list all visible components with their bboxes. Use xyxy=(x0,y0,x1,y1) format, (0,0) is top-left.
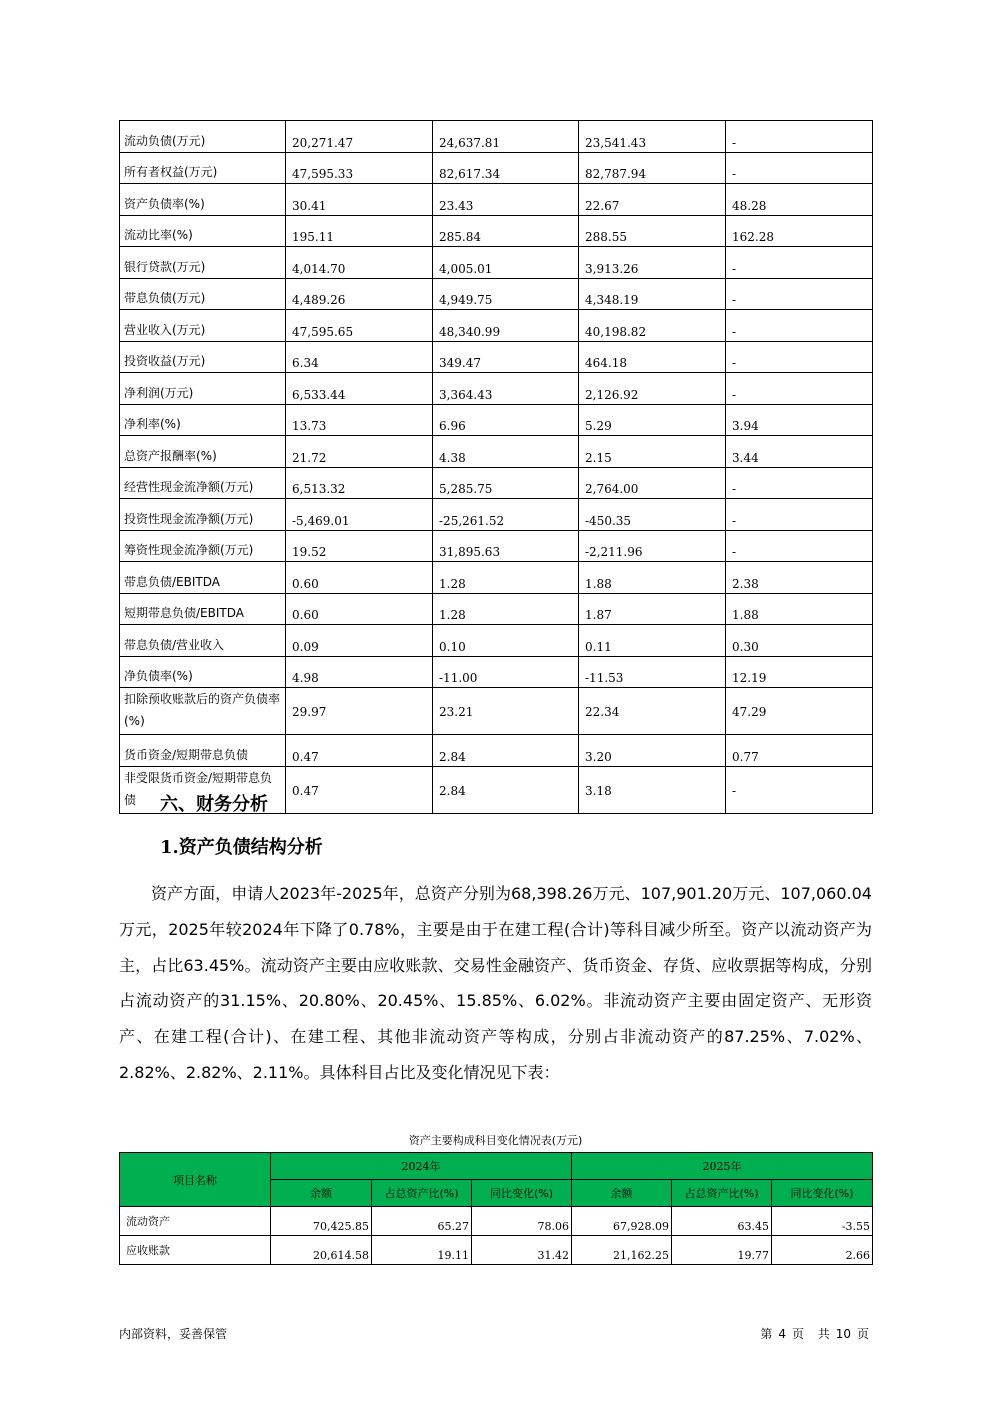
financial-ratio-table xyxy=(119,120,873,814)
cell-value: 82,787.94 xyxy=(579,152,726,184)
cell-value: 2.66 xyxy=(772,1236,873,1265)
cell-value: 78.06 xyxy=(472,1207,572,1236)
row-label: 经营性现金流净额(万元) xyxy=(120,467,286,499)
current-page: 4 xyxy=(778,1327,787,1341)
row-label: 扣除预收账款后的资产负债率(%) xyxy=(120,688,286,735)
row-label: 流动负债(万元) xyxy=(120,121,286,153)
cell-value: 0.60 xyxy=(286,593,433,625)
row-label: 所有者权益(万元) xyxy=(120,152,286,184)
table-caption: 资产主要构成科目变化情况表(万元) xyxy=(408,1134,583,1147)
cell-value: 3,364.43 xyxy=(433,373,579,405)
row-label: 投资性现金流净额(万元) xyxy=(120,499,286,531)
cell-value: -25,261.52 xyxy=(433,499,579,531)
row-label: 流动资产 xyxy=(120,1207,271,1236)
cell-value: 3.94 xyxy=(726,404,873,436)
cell-value: 4.98 xyxy=(286,656,433,688)
cell-value: 4,014.70 xyxy=(286,247,433,279)
table-row xyxy=(120,436,873,468)
cell-value: 4,949.75 xyxy=(433,278,579,310)
cell-value: 47.29 xyxy=(726,688,873,735)
row-label: 净利润(万元) xyxy=(120,373,286,405)
footer-confidential: 内部资料，妥善保管 xyxy=(119,1327,228,1341)
header-yoy: 同比变化(%) xyxy=(472,1180,572,1207)
cell-value: 0.47 xyxy=(286,735,433,767)
cell-value: 0.09 xyxy=(286,625,433,657)
cell-value: 464.18 xyxy=(579,341,726,373)
cell-value: 1.88 xyxy=(726,593,873,625)
cell-value: 82,617.34 xyxy=(433,152,579,184)
table-row xyxy=(120,1207,873,1236)
cell-value: 31.42 xyxy=(472,1236,572,1265)
cell-value: 47,595.33 xyxy=(286,152,433,184)
row-label: 货币资金/短期带息负债 xyxy=(120,735,286,767)
table-row xyxy=(120,499,873,531)
section-subheading: 1.资产负债结构分析 xyxy=(160,837,323,858)
cell-value: 0.47 xyxy=(286,766,433,813)
cell-value: 19.52 xyxy=(286,530,433,562)
cell-value: 2.84 xyxy=(433,735,579,767)
row-label: 净负债率(%) xyxy=(120,656,286,688)
cell-value: 4,348.19 xyxy=(579,278,726,310)
cell-value: -5,469.01 xyxy=(286,499,433,531)
table-row xyxy=(120,373,873,405)
cell-value: 13.73 xyxy=(286,404,433,436)
cell-value: 30.41 xyxy=(286,184,433,216)
cell-value: 19.77 xyxy=(672,1236,772,1265)
cell-value: 20,271.47 xyxy=(286,121,433,153)
cell-value: 70,425.85 xyxy=(271,1207,372,1236)
header-balance: 余额 xyxy=(271,1180,372,1207)
row-label: 总资产报酬率(%) xyxy=(120,436,286,468)
cell-value: - xyxy=(726,499,873,531)
cell-value: 4,489.26 xyxy=(286,278,433,310)
cell-value: 2.38 xyxy=(726,562,873,594)
cell-value: 0.60 xyxy=(286,562,433,594)
cell-value: 1.88 xyxy=(579,562,726,594)
cell-value: 19.11 xyxy=(372,1236,472,1265)
cell-value: 31,895.63 xyxy=(433,530,579,562)
cell-value: - xyxy=(726,310,873,342)
row-label: 流动比率(%) xyxy=(120,215,286,247)
cell-value: - xyxy=(726,278,873,310)
cell-value: 162.28 xyxy=(726,215,873,247)
cell-value: 12.19 xyxy=(726,656,873,688)
row-label: 非受限货币资金/短期带息负债 xyxy=(120,766,286,813)
cell-value: - xyxy=(726,341,873,373)
table-row xyxy=(120,562,873,594)
cell-value: 4,005.01 xyxy=(433,247,579,279)
cell-value: 5,285.75 xyxy=(433,467,579,499)
cell-value: 67,928.09 xyxy=(572,1207,672,1236)
cell-value: 0.10 xyxy=(433,625,579,657)
cell-value: -11.00 xyxy=(433,656,579,688)
table-row xyxy=(120,1236,873,1265)
cell-value: 6.96 xyxy=(433,404,579,436)
cell-value: - xyxy=(726,530,873,562)
section-heading: 六、财务分析 xyxy=(160,794,268,815)
table-row xyxy=(120,215,873,247)
cell-value: 2,126.92 xyxy=(579,373,726,405)
row-label: 带息负债/营业收入 xyxy=(120,625,286,657)
table-row xyxy=(120,530,873,562)
row-label: 带息负债(万元) xyxy=(120,278,286,310)
header-share: 占总资产比(%) xyxy=(672,1180,772,1207)
cell-value: -3.55 xyxy=(772,1207,873,1236)
table-row xyxy=(120,341,873,373)
cell-value: 21,162.25 xyxy=(572,1236,672,1265)
table-row xyxy=(120,184,873,216)
table-row xyxy=(120,688,873,735)
cell-value: -450.35 xyxy=(579,499,726,531)
table-row xyxy=(120,310,873,342)
table-row xyxy=(120,593,873,625)
row-label: 投资收益(万元) xyxy=(120,341,286,373)
table-row xyxy=(120,247,873,279)
table-row xyxy=(120,735,873,767)
table-row xyxy=(120,404,873,436)
cell-value: - xyxy=(726,121,873,153)
table-row xyxy=(120,467,873,499)
cell-value: 63.45 xyxy=(672,1207,772,1236)
row-label: 银行贷款(万元) xyxy=(120,247,286,279)
row-label: 带息负债/EBITDA xyxy=(120,562,286,594)
cell-value: 2.15 xyxy=(579,436,726,468)
header-share: 占总资产比(%) xyxy=(372,1180,472,1207)
cell-value: 22.67 xyxy=(579,184,726,216)
table-row xyxy=(120,625,873,657)
cell-value: 40,198.82 xyxy=(579,310,726,342)
header-item-name: 项目名称 xyxy=(120,1153,271,1207)
footer-page-number: 第 4 页 共 10 页 xyxy=(760,1327,869,1341)
cell-value: 48.28 xyxy=(726,184,873,216)
cell-value: 23.43 xyxy=(433,184,579,216)
cell-value: 3.20 xyxy=(579,735,726,767)
cell-value: - xyxy=(726,247,873,279)
cell-value: - xyxy=(726,373,873,405)
row-label: 应收账款 xyxy=(120,1236,271,1265)
asset-structure-table xyxy=(119,1152,873,1265)
cell-value: - xyxy=(726,152,873,184)
cell-value: - xyxy=(726,766,873,813)
analysis-paragraph: 资产方面，申请人2023年-2025年，总资产分别为68,398.26万元、107,901.20万元、107,060.04万元，2025年较2024年下降了0.78%，主要是由于在建工程(合计)等科目减少所至。资产以流动资产为主，占比63.45%。流动资产主要由应收账款、交易性金融资产、货币资金、存货、应收票据等构成，分别占流动资产的31.15%、20.80%、20.45%、15.85%、6.02%。非流动资产主要由固定资产、无形资产、在建工程(合计)、在建工程、其他非流动资产等构成，分别占非流动资产的87.25%、7.02%、2.82%、2.82%、2.11%。具体科目占比及变化情况见下表： xyxy=(119,884,872,1082)
cell-value: 3.44 xyxy=(726,436,873,468)
cell-value: 6,513.32 xyxy=(286,467,433,499)
cell-value: 0.11 xyxy=(579,625,726,657)
row-label: 筹资性现金流净额(万元) xyxy=(120,530,286,562)
cell-value: 6.34 xyxy=(286,341,433,373)
table-row xyxy=(120,152,873,184)
cell-value: 288.55 xyxy=(579,215,726,247)
table-row xyxy=(120,656,873,688)
row-label: 净利率(%) xyxy=(120,404,286,436)
cell-value: 3.18 xyxy=(579,766,726,813)
cell-value: 0.30 xyxy=(726,625,873,657)
cell-value: 1.28 xyxy=(433,562,579,594)
cell-value: 4.38 xyxy=(433,436,579,468)
cell-value: -11.53 xyxy=(579,656,726,688)
row-label: 短期带息负债/EBITDA xyxy=(120,593,286,625)
row-label: 资产负债率(%) xyxy=(120,184,286,216)
cell-value: 1.87 xyxy=(579,593,726,625)
cell-value: 20,614.58 xyxy=(271,1236,372,1265)
header-year-2025: 2025年 xyxy=(572,1153,873,1180)
cell-value: 195.11 xyxy=(286,215,433,247)
cell-value: 65.27 xyxy=(372,1207,472,1236)
cell-value: 48,340.99 xyxy=(433,310,579,342)
cell-value: -2,211.96 xyxy=(579,530,726,562)
cell-value: 21.72 xyxy=(286,436,433,468)
cell-value: 5.29 xyxy=(579,404,726,436)
cell-value: 24,637.81 xyxy=(433,121,579,153)
cell-value: 3,913.26 xyxy=(579,247,726,279)
cell-value: 6,533.44 xyxy=(286,373,433,405)
table-row xyxy=(120,121,873,153)
cell-value: 2.84 xyxy=(433,766,579,813)
cell-value: 47,595.65 xyxy=(286,310,433,342)
cell-value: 1.28 xyxy=(433,593,579,625)
cell-value: 349.47 xyxy=(433,341,579,373)
header-balance: 余额 xyxy=(572,1180,672,1207)
cell-value: 29.97 xyxy=(286,688,433,735)
header-yoy: 同比变化(%) xyxy=(772,1180,873,1207)
cell-value: 0.77 xyxy=(726,735,873,767)
cell-value: 23,541.43 xyxy=(579,121,726,153)
cell-value: 285.84 xyxy=(433,215,579,247)
header-year-2024: 2024年 xyxy=(271,1153,572,1180)
total-pages: 10 xyxy=(835,1327,851,1341)
cell-value: 23.21 xyxy=(433,688,579,735)
row-label: 营业收入(万元) xyxy=(120,310,286,342)
table-row xyxy=(120,278,873,310)
cell-value: - xyxy=(726,467,873,499)
cell-value: 2,764.00 xyxy=(579,467,726,499)
cell-value: 22.34 xyxy=(579,688,726,735)
